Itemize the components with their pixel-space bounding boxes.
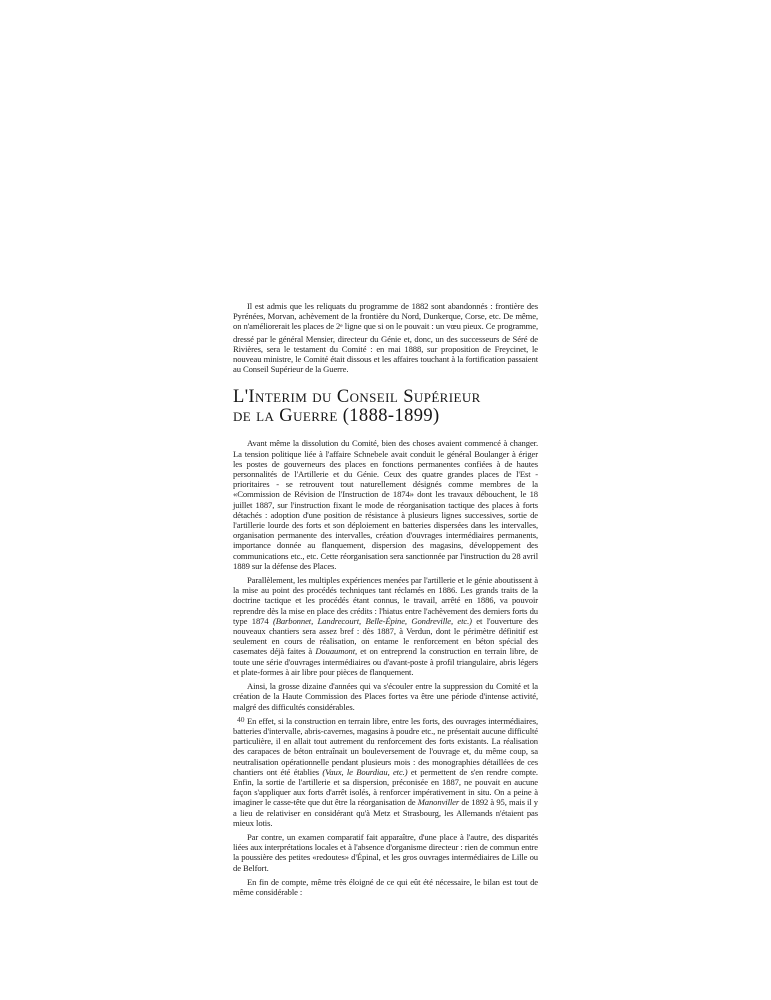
body-paragraph: Par contre, un examen comparatif fait apparaître, d'une place à l'autre, des disparités liées aux interprétations locales et à l'absence d'organisme directeur : rien de commun entre la poussière des petites «redoutes» d'Épinal, et les gros ouvrages intermédiaires de Lille ou de Belfort. [233,831,538,873]
body-paragraph: Parallèlement, les multiples expériences menées par l'artillerie et le génie aboutissent à la mise au point des procédés techniques tant réclamés en 1886. Les grands traits de la doctrine tactique et les procédés étant connus, le travail, arrêté en 1886, va pouvoir reprendre dès la mise en place des crédits : l'hiatus entre l'achèvement des derniers forts du type 1874 (Barbonnet, Landrecourt, Belle-Épine, Gondreville, etc.) et l'ouverture des nouveaux chantiers sera assez bref : dès 1887, à Verdun, dont le périmètre définitif est seulement en cours de réalisation, on entame le renforcement en béton spécial des casemates déjà faites à Douaumont, et on entreprend la construction en terrain libre, de toute une série d'ouvrages intermédiaires ou d'avant-poste à profil triangulaire, abris légers et plate-formes à air libre pour pièces de flanquement. [233,575,539,677]
intro-paragraph: Il est admis que les reliquats du programme de 1882 sont abandonnés : frontière des Pyrénées, Morvan, achèvement de la frontière du Nord, Dunkerque, Corse, etc. De même, on n'améliorerait les places de 2e ligne que si on le pouvait : un vœu pieux. Ce programme, dressé par le général Mensier, directeur du Génie et, donc, un des successeurs de Séré de Rivières, sera le testament du Comité : en mai 1888, sur proposition de Freycinet, le nouveau ministre, le Comité était dissous et les affaires touchant à la fortification passaient au Conseil Supérieur de la Guerre. [233,301,538,375]
body-paragraph: Ainsi, la grosse dizaine d'années qui va s'écouler entre la suppression du Comité et la création de la Haute Commission des Places fortes va être une période d'intense activité, malgré des difficultés considérables. [233,681,538,712]
body-paragraph: Avant même la dissolution du Comité, bien des choses avaient commencé à changer. La tension politique liée à l'affaire Schnebele avait conduit le général Boulanger à ériger les postes de gouverneurs des places en fonctions permanentes confiées à de hautes personnalités de l'Artillerie et du Génie. Ceux des quatre grandes places de l'Est - prioritaires - se retrouvent tout naturellement désignés comme membres de la «Commission de Révision de l'Instruction de 1874» dont les travaux débouchent, le 18 juillet 1887, sur l'instruction fixant le mode de réorganisation tactique des places à forts détachés : adoption d'une position de résistance à plusieurs lignes successives, sortie de l'artillerie lourde des forts et son déploiement en batteries dispersées dans les intervalles, organisation permanente des intervalles, création d'ouvrages intermédiaires permanents, importance donnée au flanquement, dispersion des magasins, développement des communications etc., etc. Cette réorganisation sera sanctionnée par l'instruction du 28 avril 1889 sur la défense des Places. [233,438,538,571]
body-paragraph: En fin de compte, même très éloigné de ce qui eût été nécessaire, le bilan est tout de même considérable : [233,876,538,897]
text-block [233,301,538,901]
section-heading-line2: de la Guerre (1888-1899) [233,405,440,426]
section-heading-line1: L'Interim du Conseil Supérieur [233,387,481,408]
page-number: 40 [237,715,245,724]
body-paragraph: En effet, si la construction en terrain libre, entre les forts, des ouvrages intermédiaires, batteries d'intervalle, abris-cavernes, magasins à poudre etc., ne présentait aucune difficulté particulière, il en allait tout autrement du renforcement des forts existants. La réalisation des carapaces de béton entraînait un bouleversement de l'ouvrage et, du même coup, sa neutralisation opérationnelle pendant plusieurs mois : des monographies détaillées de ces chantiers ont été établies (Vaux, le Bourdiau, etc.) et permettent de s'en rendre compte. Enfin, la sortie de l'artillerie et sa dispersion, préconisée en 1887, ne pouvait en aucune façon s'appliquer aux forts d'arrêt isolés, à renforcer impérativement in situ. On a peine à imaginer le casse-tête que dut être la réorganisation de Manonviller de 1892 à 95, mais il y a lieu de relativiser en considérant qu'à Metz et Strasbourg, les Allemands n'étaient pas mieux lotis. [233,715,538,828]
section-heading [233,388,538,425]
